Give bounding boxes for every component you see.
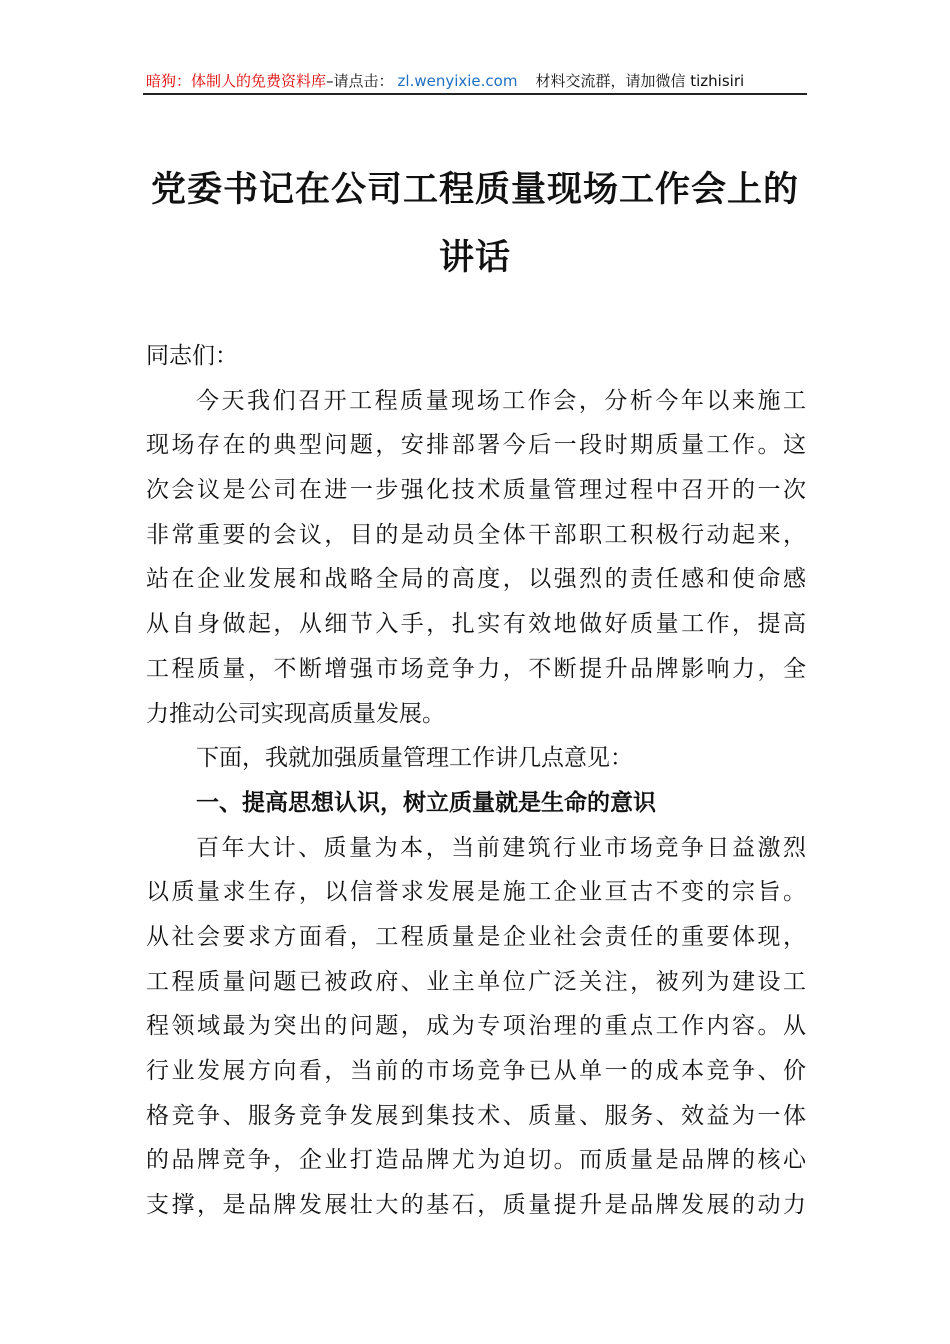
wechat-group-text: 材料交流群，请加微信 tizhisiri (535, 72, 745, 90)
text-line: 百年大计、质量为本，当前建筑行业市场竞争日益激烈 (196, 834, 806, 861)
text-line: 以质量求生存，以信誉求发展是施工企业亘古不变的宗旨。 (146, 879, 806, 906)
text-line: 程领域最为突出的问题，成为专项治理的重点工作内容。从 (146, 1013, 806, 1040)
click-prompt: –请点击： (326, 72, 394, 90)
text-line: 现场存在的典型问题，安排部署今后一段时期质量工作。这 (146, 432, 806, 459)
document-body (146, 334, 806, 1228)
header-rule (143, 93, 807, 95)
text-line: 工程质量，不断增强市场竞争力，不断提升品牌影响力，全 (146, 655, 806, 682)
document-title-line-1: 党委书记在公司工程质量现场工作会上的 (150, 169, 799, 210)
text-line: 今天我们召开工程质量现场工作会，分析今年以来施工 (196, 387, 806, 414)
text-line: 格竞争、服务竞争发展到集技术、质量、服务、效益为一体 (146, 1102, 806, 1129)
text-line: 非常重要的会议，目的是动员全体干部职工积极行动起来， (146, 521, 806, 548)
paragraph-transition: 下面，我就加强质量管理工作讲几点意见： (196, 745, 633, 772)
text-line: 的品牌竞争，企业打造品牌尤为迫切。而质量是品牌的核心 (146, 1147, 806, 1174)
document-title-line-2: 讲话 (438, 237, 511, 278)
promo-text: 暗狗：体制人的免费资料库 (146, 72, 327, 90)
text-line: 次会议是公司在进一步强化技术质量管理过程中召开的一次 (146, 477, 806, 504)
text-line: 支撑，是品牌发展壮大的基石，质量提升是品牌发展的动力 (146, 1192, 806, 1219)
text-line: 站在企业发展和战略全局的高度，以强烈的责任感和使命感 (146, 566, 806, 593)
section-heading-1: 一、提高思想认识，树立质量就是生命的意识 (196, 789, 656, 816)
site-link[interactable]: zl.wenyixie.com (397, 72, 518, 90)
text-line: 从自身做起，从细节入手，扎实有效地做好质量工作，提高 (146, 611, 806, 638)
salutation: 同志们： (146, 343, 238, 369)
text-line: 从社会要求方面看，工程质量是企业社会责任的重要体现， (146, 923, 806, 950)
paragraph-intro (146, 379, 806, 737)
header-banner (146, 70, 806, 91)
paragraph-section-1 (146, 826, 806, 1228)
text-line: 工程质量问题已被政府、业主单位广泛关注，被列为建设工 (146, 968, 806, 995)
text-line: 行业发展方向看，当前的市场竞争已从单一的成本竞争、价 (146, 1058, 806, 1084)
text-line: 力推动公司实现高质量发展。 (146, 700, 445, 727)
